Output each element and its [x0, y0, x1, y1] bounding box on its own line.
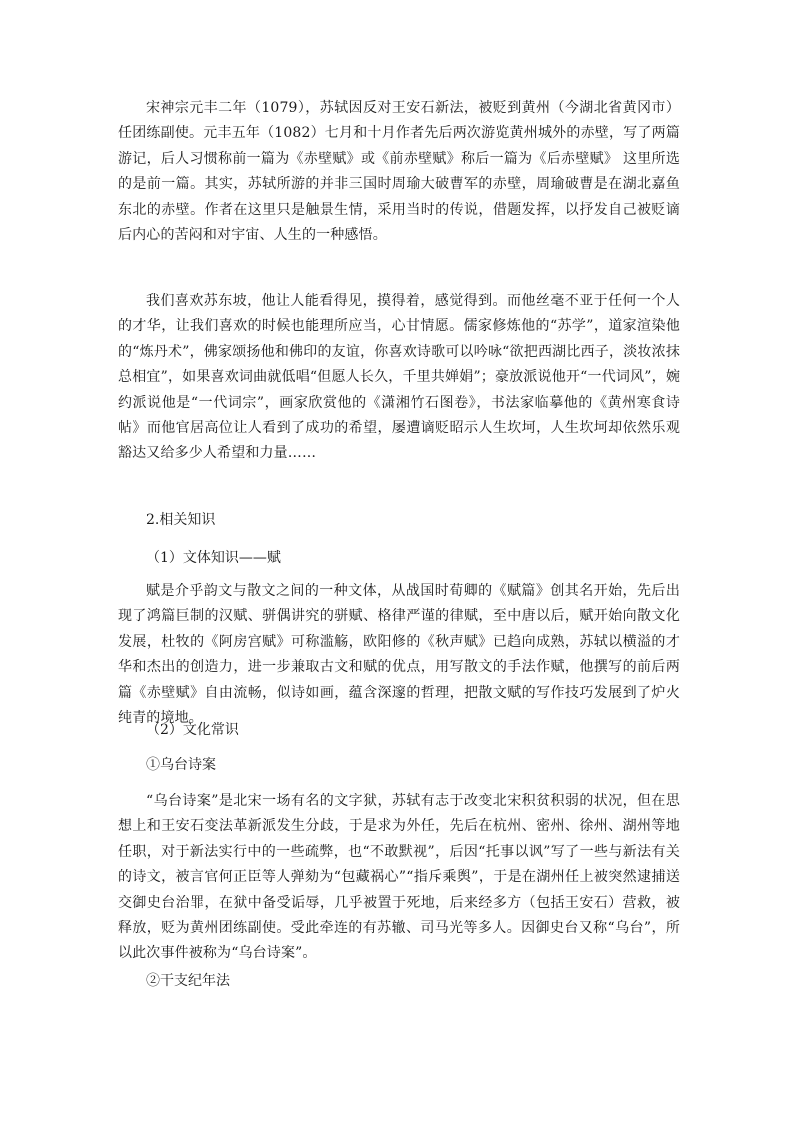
- background-paragraph: 宋神宗元丰二年（1079），苏轼因反对王安石新法，被贬到黄州（今湖北省黄冈市）任团练副使。元丰五年（1082）七月和十月作者先后两次游览黄州城外的赤壁，写了两篇游记，后人习惯称前一篇为《赤壁赋》或《前赤壁赋》称后一篇为《后赤壁赋》 这里所选的是前一篇。其实，苏轼所游的并非三国时周瑜大破曹军的赤壁，周瑜破曹是在湖北嘉鱼东北的赤壁。作者在这里只是触景生情，采用当时的传说，借题发挥，以抒发自己被贬谪后内心的苦闷和对宇宙、人生的一种感悟。: [118, 100, 680, 244]
- wutai-case-paragraph: “乌台诗案”是北宋一场有名的文字狱，苏轼有志于改变北宋积贫积弱的状况，但在思想上和王安石变法革新派发生分歧，于是求为外任，先后在杭州、密州、徐州、湖州等地任职，对于新法实行中的一些疏弊，也“不敢默视”，后因“托事以讽”写了一些与新法有关的诗文，被言官何正臣等人弹劾为“包藏祸心”“指斥乘舆”，于是在湖州任上被突然逮捕送交御史台治罪，在狱中备受诟辱，几乎被置于死地，后来经多方（包括王安石）营救，被释放，贬为黄州团练副使。受此牵连的有苏辙、司马光等多人。因御史台又称“乌台”，所以此次事件被称为“乌台诗案”。: [118, 793, 680, 962]
- fu-genre-paragraph: 赋是介乎韵文与散文之间的一种文体，从战国时荀卿的《赋篇》创其名开始，先后出现了鸿篇巨制的汉赋、骈偶讲究的骈赋、格律严谨的律赋，至中唐以后，赋开始向散文化发展，杜牧的《阿房宫赋》可称滥觞，欧阳修的《秋声赋》已趋向成熟，苏轼以横溢的才华和杰出的创造力，进一步兼取古文和赋的优点，用写散文的手法作赋，他撰写的前后两篇《赤壁赋》自由流畅，似诗如画，蕴含深邃的哲理，把散文赋的写作技巧发展到了炉火纯青的境地。: [118, 583, 680, 727]
- related-knowledge-heading: 2.相关知识: [146, 512, 216, 528]
- cultural-knowledge-heading: （2）文化常识: [146, 722, 239, 738]
- wutai-case-heading: ①乌台诗案: [146, 757, 216, 773]
- su-dongpo-paragraph: 我们喜欢苏东坡，他让人能看得见，摸得着，感觉得到。而他丝毫不亚于任何一个人的才华，让我们喜欢的时候也能理所应当，心甘情愿。儒家修炼他的“苏学”，道家渲染他的“炼丹术”，佛家颂扬他和佛印的友谊，你喜欢诗歌可以吟咏“欲把西湖比西子，淡妆浓抹总相宜”，如果喜欢词曲就低唱“但愿人长久，千里共婵娟”；豪放派说他开“一代词风”，婉约派说他是“一代词宗”，画家欣赏他的《潇湘竹石图卷》，书法家临摹他的《黄州寒食诗帖》而他官居高位让人看到了成功的希望，屡遭谪贬昭示人生坎坷，人生坎坷却依然乐观豁达又给多少人希望和力量……: [118, 293, 680, 462]
- ganzhi-heading: ②干支纪年法: [146, 973, 230, 989]
- genre-knowledge-heading: （1）文体知识——赋: [146, 550, 281, 566]
